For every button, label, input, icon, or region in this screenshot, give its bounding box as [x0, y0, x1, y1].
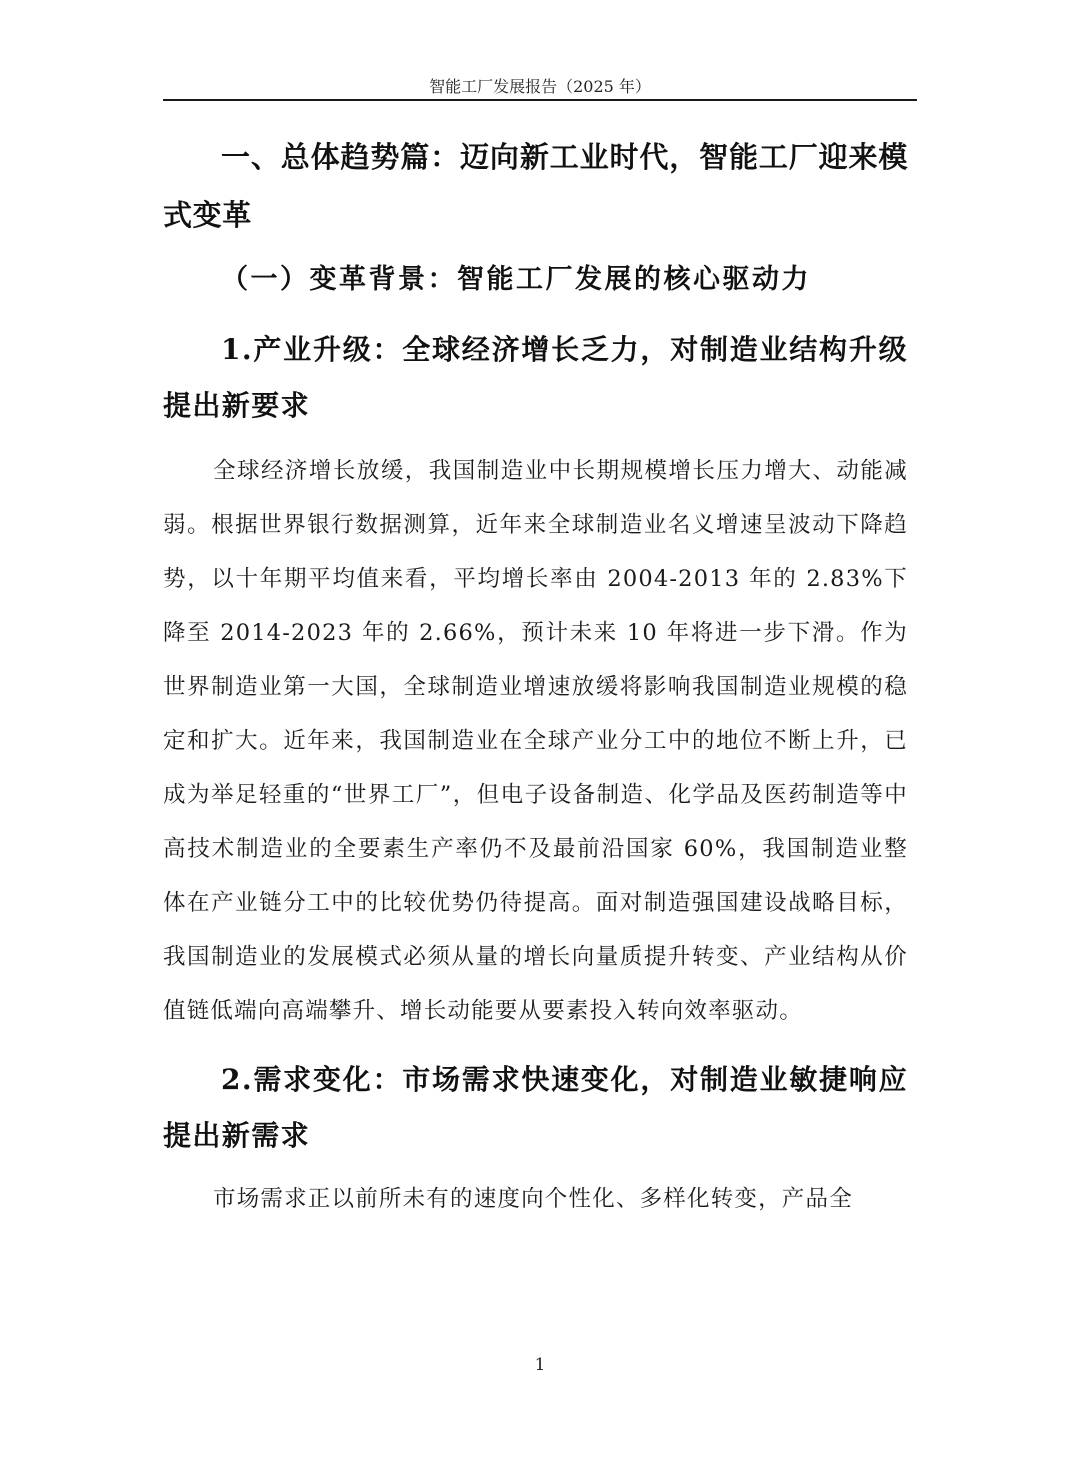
page-number: 1	[534, 1355, 546, 1375]
page-content	[163, 128, 908, 1226]
running-header: 智能工厂发展报告（2025 年）	[429, 77, 651, 96]
header-rule	[163, 99, 917, 101]
subsection-title-1: 1.产业升级：全球经济增长乏力，对制造业结构升级提出新要求	[163, 333, 908, 422]
body-paragraph-1: 全球经济增长放缓，我国制造业中长期规模增长压力增大、动能减弱。根据世界银行数据测算，近年来全球制造业名义增速呈波动下降趋势，以十年期平均值来看，平均增长率由 2004-2013 年的 2.83%下降至 2014-2023 年的 2.66%，预计未来 10 年将进一步下滑。作为世界制造业第一大国，全球制造业增速放缓将影响我国制造业规模的稳定和扩大。近年来，我国制造业在全球产业分工中的地位不断上升，已成为举足轻重的“世界工厂”，但电子设备制造、化学品及医药制造等中高技术制造业的全要素生产率仍不及最前沿国家 60%，我国制造业整体在产业链分工中的比较优势仍待提高。面对制造强国建设战略目标，我国制造业的发展模式必须从量的增长向量质提升转变、产业结构从价值链低端向高端攀升、增长动能要从要素投入转向效率驱动。	[163, 458, 908, 1024]
chapter-title: 一、总体趋势篇：迈向新工业时代，智能工厂迎来模式变革	[163, 140, 908, 232]
body-paragraph-2: 市场需求正以前所未有的速度向个性化、多样化转变，产品全	[213, 1186, 853, 1212]
subsection-title-2: 2.需求变化：市场需求快速变化，对制造业敏捷响应提出新需求	[163, 1063, 908, 1152]
section-title: （一）变革背景：智能工厂发展的核心驱动力	[221, 264, 811, 295]
